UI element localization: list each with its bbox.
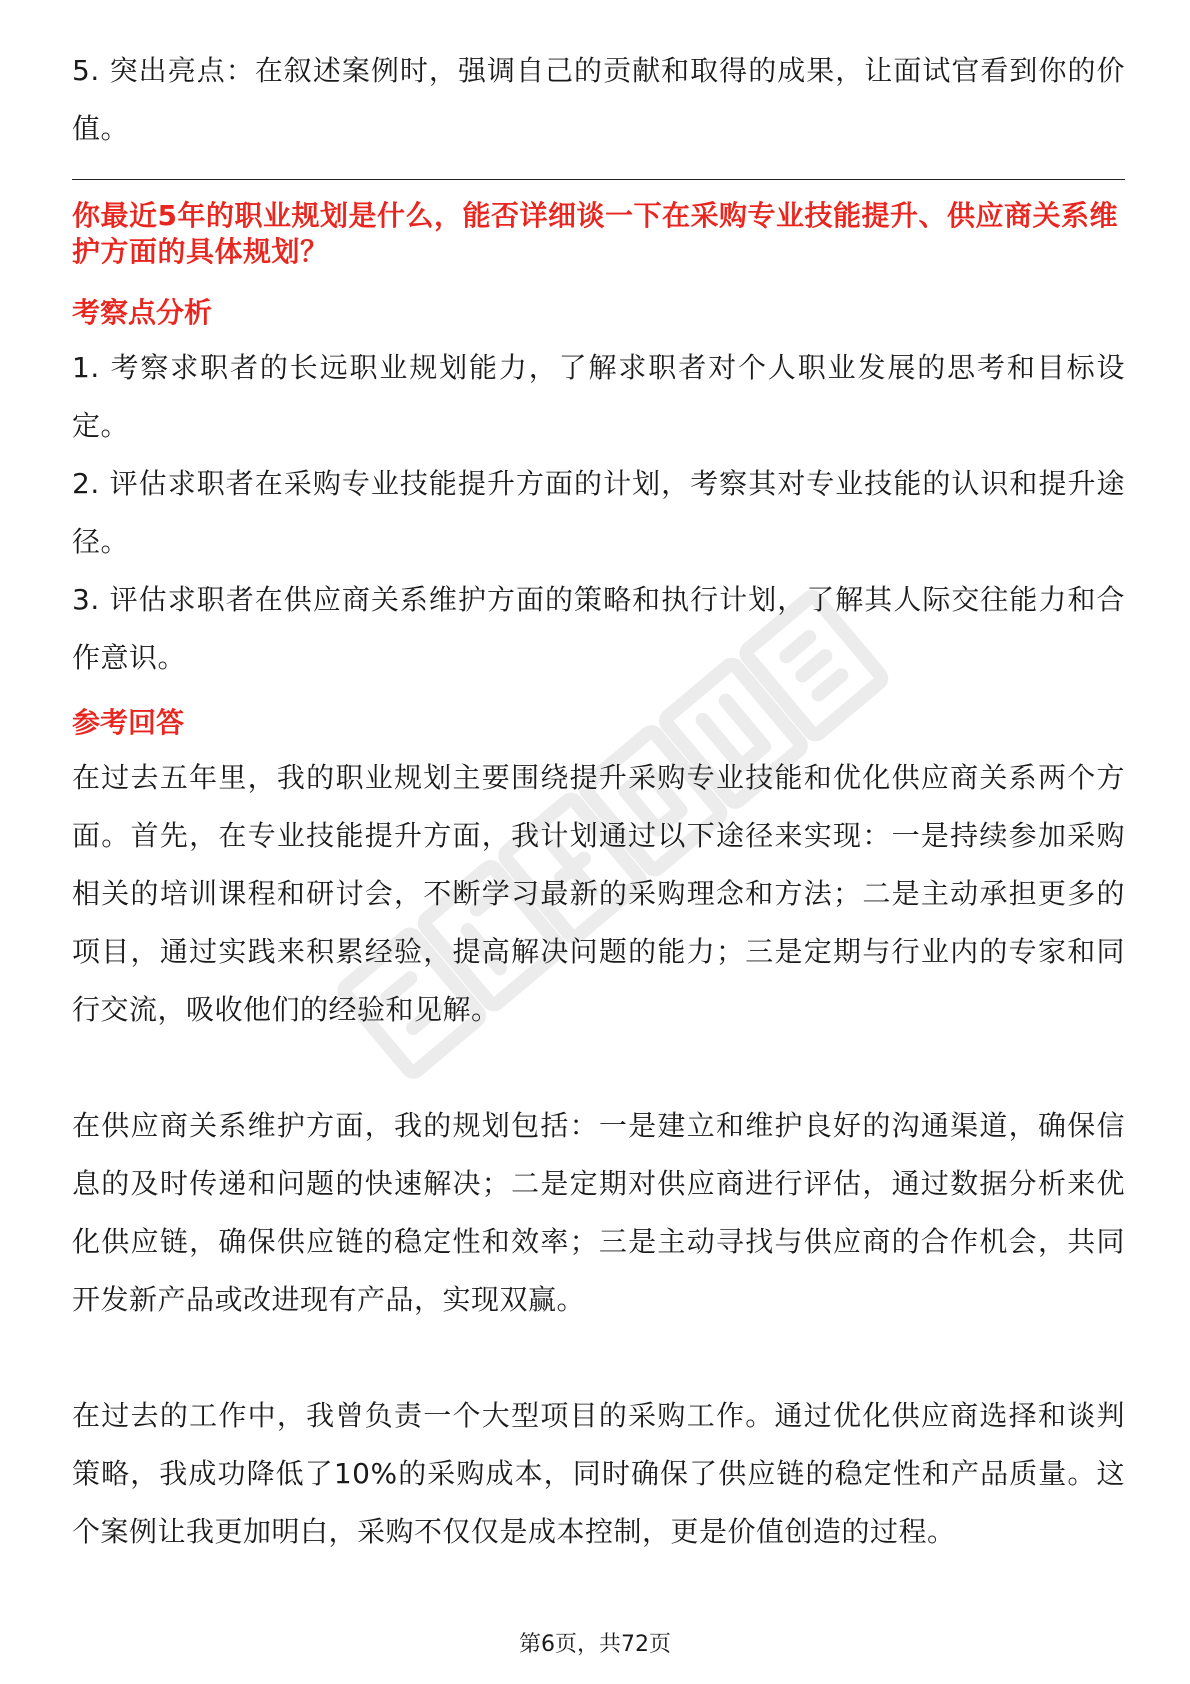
answer-body	[72, 749, 1125, 1561]
top-paragraph: 5. 突出亮点：在叙述案例时，强调自己的贡献和取得的成果，让面试官看到你的价值。	[72, 54, 1125, 145]
analysis-item: 2. 评估求职者在采购专业技能提升方面的计划，考察其对专业技能的认识和提升途径。	[72, 467, 1125, 558]
analysis-item: 3. 评估求职者在供应商关系维护方面的策略和执行计划，了解其人际交往能力和合作意识。	[72, 583, 1125, 674]
answer-paragraph: 在过去五年里，我的职业规划主要围绕提升采购专业技能和优化供应商关系两个方面。首先，在专业技能提升方面，我计划通过以下途径来实现：一是持续参加采购相关的培训课程和研讨会，不断学习最新的采购理念和方法；二是主动承担更多的项目，通过实践来积累经验，提高解决问题的能力；三是定期与行业内的专家和同行交流，吸收他们的经验和见解。	[72, 761, 1125, 1026]
analysis-heading: 考察点分析	[72, 296, 213, 329]
answer-paragraph: 在供应商关系维护方面，我的规划包括：一是建立和维护良好的沟通渠道，确保信息的及时传递和问题的快速解决；二是定期对供应商进行评估，通过数据分析来优化供应链，确保供应链的稳定性和效率；三是主动寻找与供应商的合作机会，共同开发新产品或改进现有产品，实现双赢。	[72, 1109, 1125, 1316]
analysis-list	[72, 339, 1125, 687]
interview-question: 你最近5年的职业规划是什么，能否详细谈一下在采购专业技能提升、供应商关系维护方面的具体规划？	[72, 199, 1118, 268]
answer-heading: 参考回答	[72, 706, 185, 739]
answer-paragraph: 在过去的工作中，我曾负责一个大型项目的采购工作。通过优化供应商选择和谈判策略，我成功降低了10%的采购成本，同时确保了供应链的稳定性和产品质量。这个案例让我更加明白，采购不仅仅是成本控制，更是价值创造的过程。	[72, 1399, 1125, 1548]
analysis-item: 1. 考察求职者的长远职业规划能力，了解求职者对个人职业发展的思考和目标设定。	[72, 351, 1125, 442]
section-divider	[72, 179, 1125, 180]
page-number: 第6页，共72页	[519, 1632, 671, 1657]
